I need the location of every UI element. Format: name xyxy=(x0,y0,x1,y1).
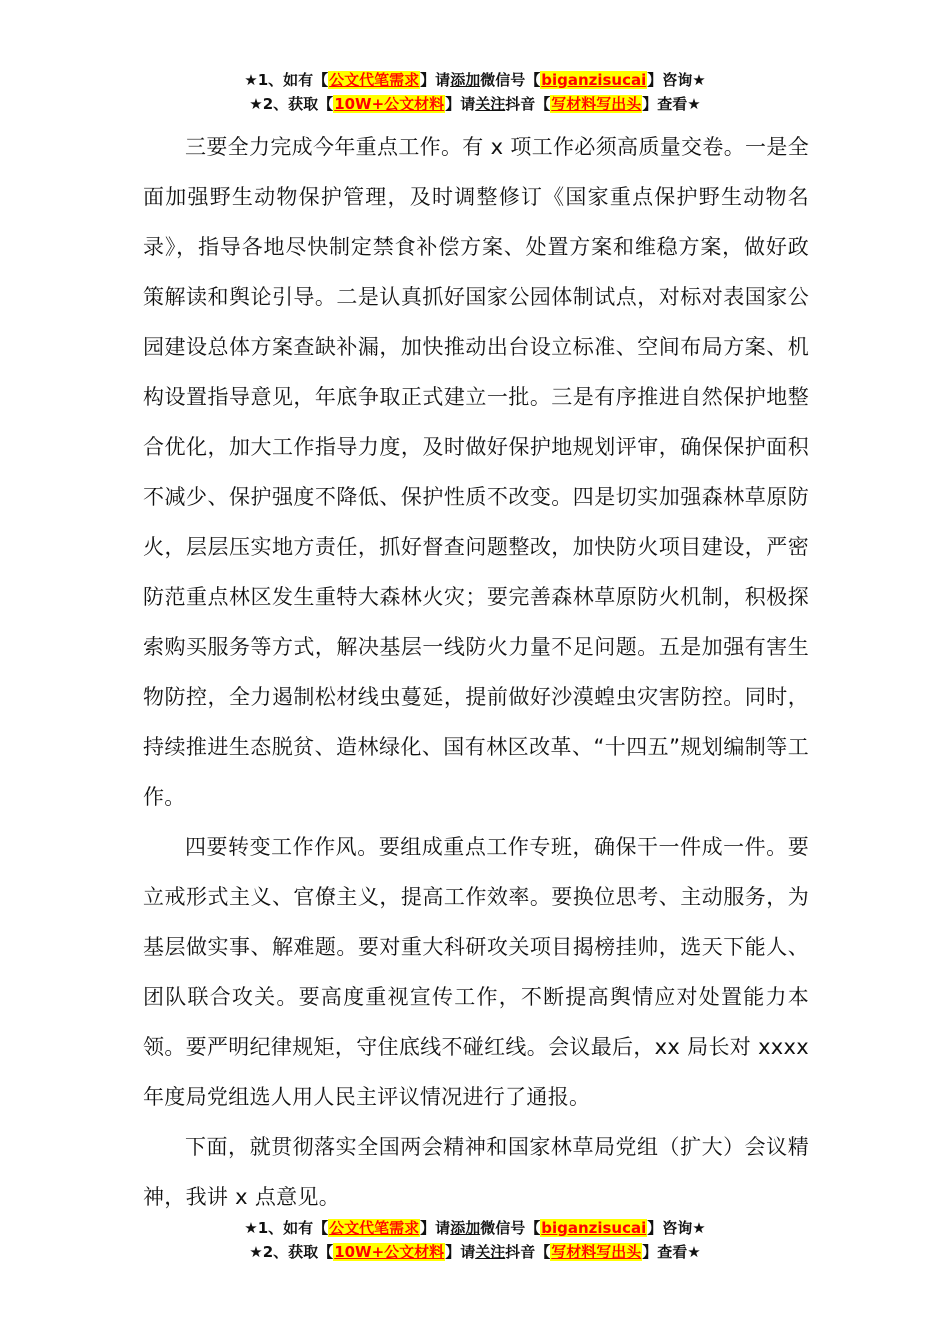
banner-line-1-highlight-service: 公文代笔需求 xyxy=(329,71,420,89)
footer-line-1-suffix: 】咨询★ xyxy=(647,1219,706,1237)
paragraph-opinions: 下面，就贯彻落实全国两会精神和国家林草局党组（扩大）会议精神，我讲 x 点意见。 xyxy=(143,1135,809,1209)
footer-line-2-mid: 】请 xyxy=(445,1243,476,1261)
footer-banner xyxy=(0,1216,950,1264)
banner-line-2-mid2: 抖音【 xyxy=(505,95,551,113)
paragraph-work-style: 四要转变工作作风。要组成重点工作专班，确保干一件成一件。要立戒形式主义、官僚主义，提高工作效率。要换位思考、主动服务，为基层做实事、解难题。要对重大科研攻关项目揭榜挂帅，选天下能人、团队联合攻关。要高度重视宣传工作，不断提高舆情应对处置能力本领。要严明纪律规矩，守住底线不碰红线。会议最后，xx 局长对 xxxx 年度局党组选人用人民主评议情况进行了通报。 xyxy=(143,835,809,1109)
footer-line-1-mid2: 微信号【 xyxy=(480,1219,541,1237)
footer-line-1-mid: 】请 xyxy=(420,1219,451,1237)
footer-line-1-emphasis: 添加 xyxy=(450,1219,481,1237)
document-body xyxy=(143,122,809,1222)
header-banner xyxy=(0,68,950,116)
banner-line-2-highlight-douyin: 写材料写出头 xyxy=(551,95,642,113)
banner-line-2-mid: 】请 xyxy=(445,95,476,113)
footer-line-2-mid2: 抖音【 xyxy=(505,1243,551,1261)
banner-line-2 xyxy=(0,92,950,116)
footer-line-1-prefix: ★1、如有【 xyxy=(244,1219,329,1237)
footer-line-2-prefix: ★2、获取【 xyxy=(249,1243,334,1261)
banner-line-1-emphasis: 添加 xyxy=(450,71,481,89)
banner-line-2-suffix: 】查看★ xyxy=(642,95,701,113)
footer-line-1-highlight-service: 公文代笔需求 xyxy=(329,1219,420,1237)
footer-line-1-highlight-wechat: biganzisucai xyxy=(541,1219,647,1237)
footer-line-2-suffix: 】查看★ xyxy=(642,1243,701,1261)
footer-line-2-highlight-douyin: 写材料写出头 xyxy=(551,1243,642,1261)
banner-line-2-emphasis: 关注 xyxy=(475,95,506,113)
banner-line-1-prefix: ★1、如有【 xyxy=(244,71,329,89)
banner-line-1-highlight-wechat: biganzisucai xyxy=(541,71,647,89)
footer-line-2-highlight-materials: 10W+公文材料 xyxy=(334,1243,445,1261)
banner-line-1-mid2: 微信号【 xyxy=(480,71,541,89)
footer-line-2-emphasis: 关注 xyxy=(475,1243,506,1261)
footer-banner-line-1 xyxy=(0,1216,950,1240)
banner-line-1 xyxy=(0,68,950,92)
footer-banner-line-2 xyxy=(0,1240,950,1264)
banner-line-2-highlight-materials: 10W+公文材料 xyxy=(334,95,445,113)
banner-line-2-prefix: ★2、获取【 xyxy=(249,95,334,113)
paragraph-key-work: 三要全力完成今年重点工作。有 x 项工作必须高质量交卷。一是全面加强野生动物保护管理，及时调整修订《国家重点保护野生动物名录》，指导各地尽快制定禁食补偿方案、处置方案和维稳方案，做好政策解读和舆论引导。二是认真抓好国家公园体制试点，对标对表国家公园建设总体方案查缺补漏，加快推动出台设立标准、空间布局方案、机构设置指导意见，年底争取正式建立一批。三是有序推进自然保护地整合优化，加大工作指导力度，及时做好保护地规划评审，确保保护面积不减少、保护强度不降低、保护性质不改变。四是切实加强森林草原防火，层层压实地方责任，抓好督查问题整改，加快防火项目建设，严密防范重点林区发生重特大森林火灾；要完善森林草原防火机制，积极探索购买服务等方式，解决基层一线防火力量不足问题。五是加强有害生物防控，全力遏制松材线虫蔓延，提前做好沙漠蝗虫灾害防控。同时，持续推进生态脱贫、造林绿化、国有林区改革、“十四五”规划编制等工作。 xyxy=(143,135,809,809)
banner-line-1-mid: 】请 xyxy=(420,71,451,89)
banner-line-1-suffix: 】咨询★ xyxy=(647,71,706,89)
